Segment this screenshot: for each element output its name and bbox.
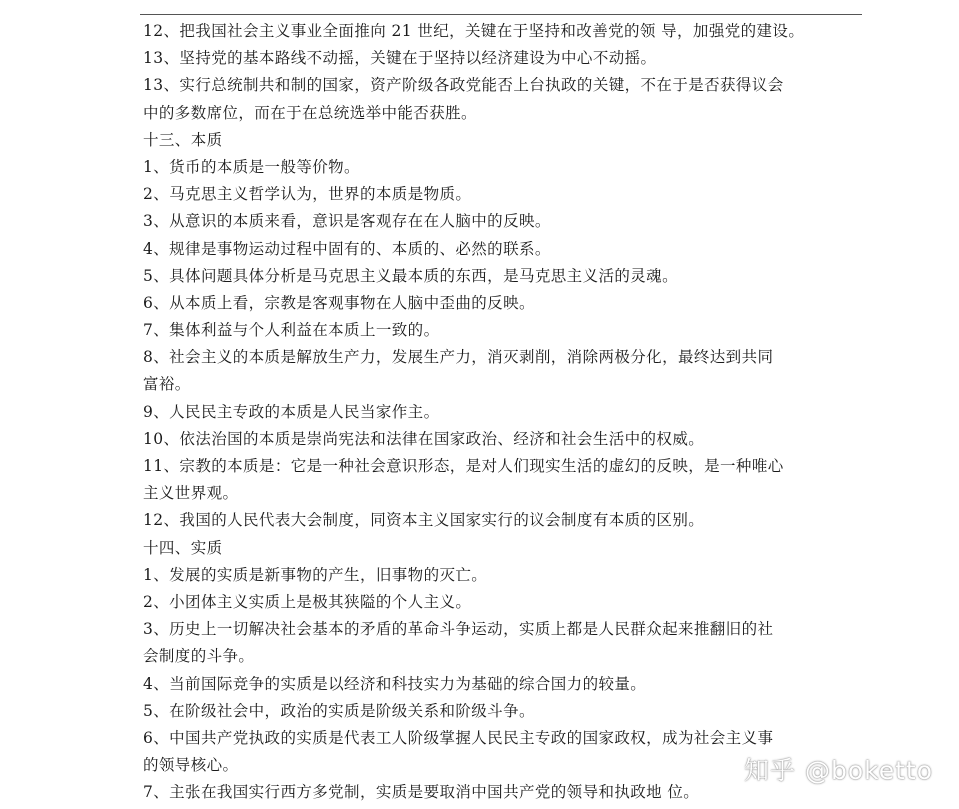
text-line: 5、具体问题具体分析是马克思主义最本质的东西，是马克思主义活的灵魂。 (143, 266, 678, 285)
text-line: 3、从意识的本质来看，意识是客观存在在人脑中的反映。 (143, 212, 551, 231)
text-line: 7、主张在我国实行西方多党制，实质是要取消中国共产党的领导和执政地 位。 (143, 783, 700, 802)
section-heading: 十三、本质 (143, 130, 223, 149)
text-line: 12、把我国社会主义事业全面推向 21 世纪，关键在于坚持和改善党的领 导，加强党的建设。 (143, 22, 805, 40)
section-heading: 十四、实质 (143, 538, 223, 557)
document-body (143, 18, 873, 806)
text-line: 6、从本质上看，宗教是客观事物在人脑中歪曲的反映。 (143, 293, 535, 312)
text-line: 的领导核心。 (143, 756, 239, 775)
text-line: 6、中国共产党执政的实质是代表工人阶级掌握人民民主专政的国家政权，成为社会主义事 (143, 728, 774, 747)
header-rule (140, 14, 862, 15)
text-line: 富裕。 (143, 375, 191, 394)
text-line: 3、历史上一切解决社会基本的矛盾的革命斗争运动，实质上都是人民群众起来推翻旧的社 (143, 620, 774, 639)
text-line: 会制度的斗争。 (143, 647, 255, 666)
text-line: 10、依法治国的本质是崇尚宪法和法律在国家政治、经济和社会生活中的权威。 (143, 429, 705, 448)
text-line: 中的多数席位，而在于在总统选举中能否获胜。 (143, 103, 477, 122)
text-line: 8、社会主义的本质是解放生产力，发展生产力，消灭剥削，消除两极分化，最终达到共同 (143, 348, 774, 367)
text-line: 13、坚持党的基本路线不动摇，关键在于坚持以经济建设为中心不动摇。 (143, 49, 657, 68)
text-line: 4、规律是事物运动过程中固有的、本质的、必然的联系。 (143, 239, 551, 258)
text-line: 主义世界观。 (143, 484, 239, 503)
text-line: 11、宗教的本质是：它是一种社会意识形态，是对人们现实生活的虚幻的反映，是一种唯心 (143, 457, 784, 475)
text-line: 2、小团体主义实质上是极其狭隘的个人主义。 (143, 592, 472, 611)
text-line: 13、实行总统制共和制的国家，资产阶级各政党能否上台执政的关键，不在于是否获得议会 (143, 76, 784, 95)
watermark: 知乎 @boketto (744, 756, 933, 785)
text-line: 4、当前国际竞争的实质是以经济和科技实力为基础的综合国力的较量。 (143, 674, 647, 693)
text-line: 9、人民民主专政的本质是人民当家作主。 (143, 402, 440, 421)
text-line: 2、马克思主义哲学认为，世界的本质是物质。 (143, 185, 472, 204)
text-line: 12、我国的人民代表大会制度，同资本主义国家实行的议会制度有本质的区别。 (143, 511, 705, 530)
text-line: 5、在阶级社会中，政治的实质是阶级关系和阶级斗争。 (143, 701, 535, 720)
text-line: 1、货币的本质是一般等价物。 (143, 157, 360, 176)
text-line: 7、集体利益与个人利益在本质上一致的。 (143, 321, 440, 340)
text-line: 1、发展的实质是新事物的产生，旧事物的灭亡。 (143, 565, 488, 584)
